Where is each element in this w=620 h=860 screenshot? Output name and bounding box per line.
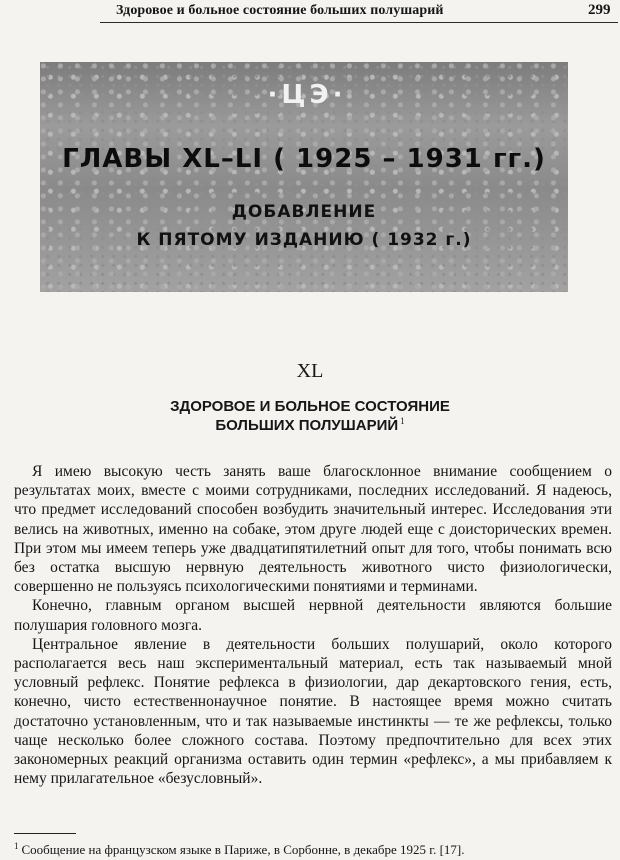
running-head-title: Здоровое и больное состояние больших полушарий — [116, 3, 444, 18]
footnote-mark: 1 — [14, 841, 19, 851]
paragraph: Я имею высокую честь занять ваше благосклонное внимание сообщением о результатах моих, вместе с моими сотрудниками, последних исследований. Я надеюсь, что предмет исследований способен возбудить значительный интерес. Исследования эти велись на животных, именно на собаке, этом друге людей еще с доисторических времен. При этом мы имеем теперь уже двадцатипятилетний опыт для того, чтобы понимать всю без остатка высшую нервную деятельность животного чисто физиологически, совершенно не пользуясь психологическими понятиями и терминами. — [14, 463, 612, 596]
chapter-title-line2 — [0, 416, 620, 434]
header-rule — [100, 22, 618, 23]
chapter-title-line2-text: БОЛЬШИХ ПОЛУШАРИЙ — [215, 417, 399, 434]
section-banner-image — [40, 62, 568, 292]
paragraph: Центральное явление в деятельности больших полушарий, около которого располагается весь наш экспериментальный материал, есть так называемый мной условный рефлекс. Понятие рефлекса в физиологии, дар декартовского гения, есть, конечно, чисто естественнонаучное понятие. В настоящее время можно считать достаточно установленным, что и так называемые инстинкты — те же рефлексы, только чаще несколько более сложного состава. Поэтому предпочтительно для всех этих закономерных реакций организма оставить один термин «рефлекс», а мы прибавляем к нему прилагательное «безусловный». — [14, 635, 612, 788]
body-text — [14, 462, 612, 788]
footnote — [14, 838, 614, 858]
paragraph: Конечно, главным органом высшей нервной деятельности являются большие полушария головного мозга. — [14, 597, 612, 634]
page-number: 299 — [588, 2, 611, 18]
banner-ornament: ·ЦЭ· — [267, 80, 347, 110]
footnote-rule — [14, 833, 76, 834]
footnote-reference-mark: 1 — [400, 416, 405, 426]
banner-subtitle-line1: ДОБАВЛЕНИЕ — [231, 202, 377, 222]
banner-title: ГЛАВЫ XL–LI ( 1925 – 1931 гг.) — [62, 144, 546, 174]
banner-subtitle-line2: К ПЯТОМУ ИЗДАНИЮ ( 1932 г.) — [136, 230, 472, 250]
running-head — [0, 0, 620, 26]
chapter-number: XL — [296, 360, 324, 382]
footnote-text: Сообщение на французском языке в Париже, в Сорбонне, в декабре 1925 г. [17]. — [21, 842, 465, 857]
chapter-title-line1: ЗДОРОВОЕ И БОЛЬНОЕ СОСТОЯНИЕ — [170, 398, 450, 415]
